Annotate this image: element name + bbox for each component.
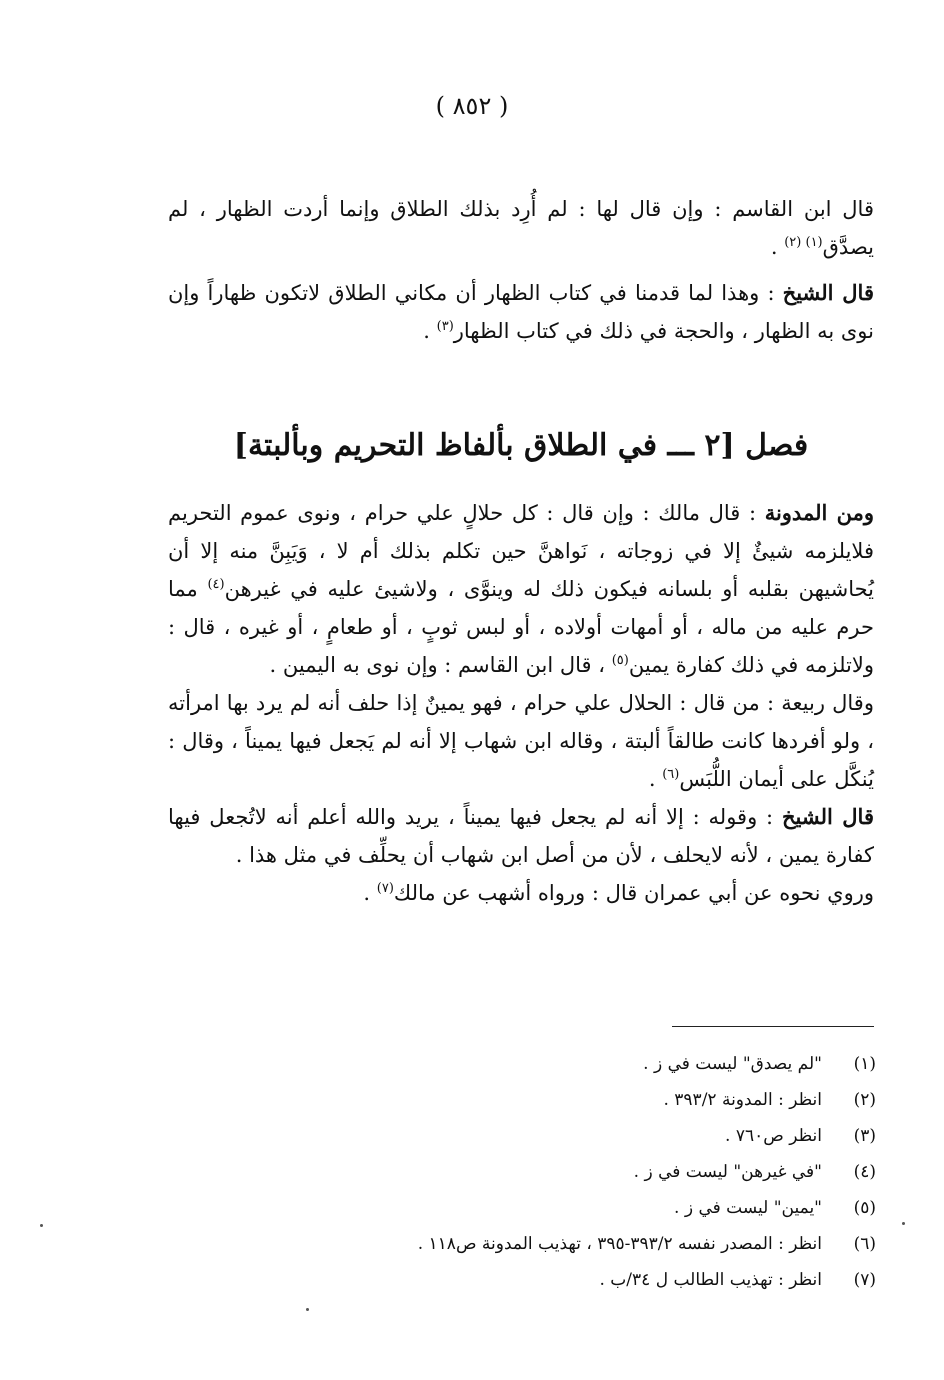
paragraph-end: . [770,235,785,259]
paragraph-text: مما حرم عليه من ماله ، أو أمهات أولاده ، أو لبس ثوبٍ ، أو طعامٍ ، أو غيره ، قال : ولاتلزمه في ذلك كفارة يمين [168,577,874,677]
footnote-number: (٤) [853,1162,876,1182]
lead-words: ومن المدونة [764,500,874,525]
intro-paragraph-1 [168,190,874,266]
footnote-number: (١) [853,1054,876,1074]
footnote-text: "يمين" ليست في ز . [674,1198,822,1218]
footnote-ref: (٤) [207,577,225,592]
body-paragraph-1 [168,494,874,684]
footnote-text: انظر : المصدر نفسه ٣٩٣/٢-٣٩٥ ، تهذيب المدونة ص١١٨ . [417,1234,822,1254]
footnote-text: انظر : تهذيب الطالب ل ٣٤/ب . [599,1270,822,1290]
footnote-text: "في غيرهن" ليست في ز . [633,1162,822,1182]
body-section [168,494,874,912]
body-paragraph-4 [168,874,874,912]
intro-paragraph-2 [168,274,874,350]
footnote-text: انظر : المدونة ٣٩٣/٢ . [663,1090,822,1110]
scan-speck [306,1308,309,1311]
lead-words: قال الشيخ [782,280,874,305]
footnote-text: "لم يصدق" ليست في ز . [643,1054,822,1074]
paragraph-end: . [423,319,437,343]
paragraph-end: . [363,881,377,905]
paragraph-text: : وقوله : إلا أنه لم يجعل فيها يميناً ، يريد والله أعلم أنه لاتُجعل فيها كفارة يمين ، لأنه لايحلف ، لأن من أصل ابن شهاب أن يحلِّف في مثل هذا . [168,805,874,867]
scan-speck [902,1222,905,1225]
footnote-number: (٣) [853,1126,876,1146]
footnote-item [240,1046,876,1082]
footnote-item [240,1226,876,1262]
footnote-item [240,1082,876,1118]
paragraph-text: وقال ربيعة : من قال : الحلال علي حرام ، فهو يمينٌ إذا حلف أنه لم يرد بها امرأته ، ولو أفردها كانت طالقاً ألبتة ، وقاله ابن شهاب إلا أنه لم يَجعل فيها يميناً ، وقال : يُنكَّل على أيمان اللُّبَس [168,691,874,791]
paragraph-end: . [648,767,663,791]
footnote-text: انظر ص٧٦٠ . [725,1126,822,1146]
footnote-number: (٢) [853,1090,876,1110]
scan-speck [40,1224,43,1227]
footnote-ref: (٣) [436,319,454,334]
lead-words: قال الشيخ [781,804,874,829]
footnote-number: (٥) [853,1198,876,1218]
footnote-divider [672,1026,874,1027]
footnote-ref: (٦) [662,767,680,782]
paragraph-text: : وهذا لما قدمنا في كتاب الظهار أن مكاني الطلاق لاتكون ظهاراً وإن نوى به الظهار ، والحجة في ذلك في كتاب الظهار [168,281,874,343]
body-paragraph-2 [168,684,874,798]
footnote-ref: (١) (٢) [784,235,823,250]
intro-section [168,190,874,350]
paragraph-text: : قال مالك : وإن قال : كل حلالٍ علي حرام ، ونوى عموم التحريم فلايلزمه شيئٌ إلا في زوجاته ، نَواهنَّ حين تكلم بذلك أم لا ، وَيَبِنَّ منه إلا أن يُحاشيهن بقلبه أو بلسانه فيكون ذلك له وينوَّى ، ولاشيئ عليه في غيرهن [168,501,874,601]
section-heading: فصل [٢ ـــ في الطلاق بألفاظ التحريم وبألبتة] [233,428,809,463]
paragraph-text: وروي نحوه عن أبي عمران قال : ورواه أشهب عن مالك [393,881,874,905]
footnote-number: (٧) [853,1270,876,1290]
paragraph-text: ، قال ابن القاسم : وإن نوى به اليمين . [269,653,612,677]
footnote-item [240,1190,876,1226]
footnote-number: (٦) [853,1234,876,1254]
footnote-ref: (٧) [376,881,394,896]
footnote-item [240,1118,876,1154]
footnote-ref: (٥) [611,653,629,668]
footnote-item [240,1154,876,1190]
footnotes-list [240,1046,876,1298]
body-paragraph-3 [168,798,874,874]
paragraph-text: قال ابن القاسم : وإن قال لها : لم أُرِد بذلك الطلاق وإنما أردت الظهار ، لم يصدَّق [168,197,874,259]
page-number: ( ٨٥٢ ) [435,92,509,120]
footnote-item [240,1262,876,1298]
